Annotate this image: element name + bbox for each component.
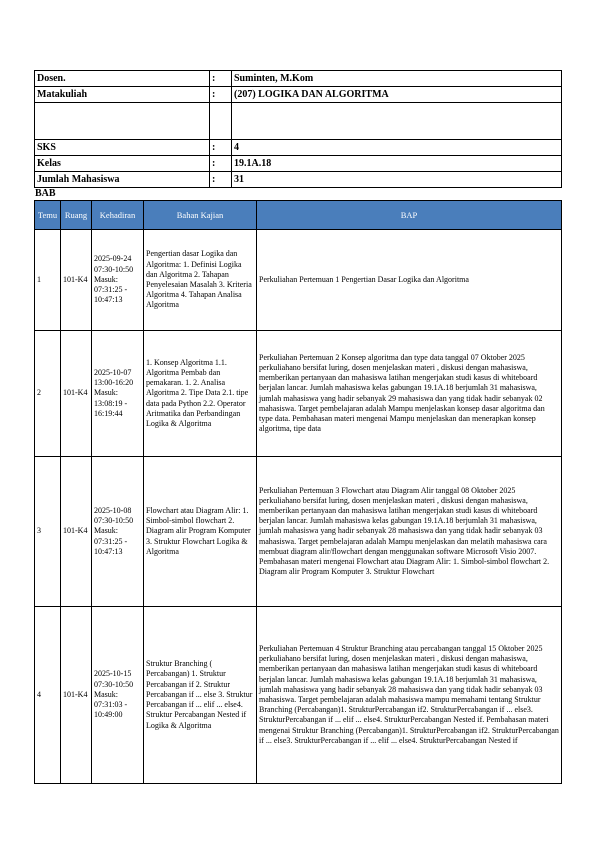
cell-ruang: 101-K4: [61, 457, 92, 607]
info-value: Suminten, M.Kom: [232, 71, 562, 87]
cell-bap: Perkuliahan Pertemuan 1 Pengertian Dasar Logika dan Algoritma: [257, 230, 562, 331]
table-row: [35, 607, 562, 784]
cell-ruang: 101-K4: [61, 331, 92, 457]
cell-temu: 3: [35, 457, 61, 607]
info-row-blank: [35, 103, 562, 140]
cell-temu: 2: [35, 331, 61, 457]
cell-bahan-kajian: Struktur Branching ( Percabangan) 1. Struktur Percabangan if 2. Struktur Percabangan if ... else 3. Struktur Percabangan if ... elif ... else4. Struktur Percabangan Nested if Logika & Algoritma: [144, 607, 257, 784]
info-separator: [210, 103, 232, 140]
bap-table: [34, 200, 562, 784]
course-info-table: [34, 70, 562, 188]
cell-bahan-kajian: 1. Konsep Algoritma 1.1. Algoritma Pembab dan pemakaran. 1. 2. Analisa Algoritma 2. Tipe Data 2.1. tipe data pada Python 2.2. Operator Aritmatika dan Perbandingan Logika & Algoritma: [144, 331, 257, 457]
info-separator: :: [210, 87, 232, 103]
cell-bap: Perkuliahan Pertemuan 4 Struktur Branching atau percabangan tanggal 15 Oktober 2025 perkuliahano bersifat luring, dosen menjelaskan materi , diskusi dengan mahasiswa, memberikan pertanyaan dan mahasiswa latihan mengerjakan studi kasus di whiteboard berjalan lancar. Jumlah mahasiswa kelas gabungan 19.1A.18 berjumlah 31 mahasiswa, jumlah mahasiswa yang hadir sebanyak 28 mahasiswa dan yang tidak hadir sebanyak 03 mahasiswa. Target pembelajaran adalah mahasiswa mampu memahami tentang Struktur Branching (Percabangan)1. StrukturPercabangan if2. StrukturPercabangan if ... else3. StrukturPercabangan if ... elif ... else4. StrukturPercabangan Nested if. Pembahasan materi mengenai Struktur Branching (Percabangan)1. StrukturPercabangan if2. StrukturPercabangan if ... else3. StrukturPercabangan if ... elif ... else4. StrukturPercabangan Nested if: [257, 607, 562, 784]
info-row-matakuliah: [35, 87, 562, 103]
info-value: 4: [232, 140, 562, 156]
info-label: Kelas: [35, 156, 210, 172]
header-bahan-kajian: Bahan Kajian: [144, 201, 257, 230]
header-bap: BAP: [257, 201, 562, 230]
cell-bap: Perkuliahan Pertemuan 3 Flowchart atau Diagram Alir tanggal 08 Oktober 2025 perkuliahano bersifat luring, dosen menjelaskan materi , diskusi dengan mahasiswa, memberikan pertanyaan dan mahasiswa latihan mengerjakan studi kasus di whiteboard berjalan lancar. Jumlah mahasiswa kelas gabungan 19.1A.18 berjumlah 31 mahasiswa, jumlah mahasiswa yang hadir sebanyak 28 mahasiswa dan yang tidak hadir sebanyak 03 mahasiswa. Target pembelajaran adalah Mampu menjelaskan dan melatih mahasiswa cara membuat diagram alir/flowchart dengan menggunakan software Microsoft Visio 2007. Pembahasan materi mengenai Flowchart atau Diagram Alir: 1. Simbol-simbol flowchart 2. Diagram alir Program Komputer 3. Struktur Flowchart: [257, 457, 562, 607]
info-row-dosen: [35, 71, 562, 87]
info-value: 19.1A.18: [232, 156, 562, 172]
info-separator: :: [210, 156, 232, 172]
cell-kehadiran: 2025-10-15 07:30-10:50 Masuk: 07:31:03 - 10:49:00: [92, 607, 144, 784]
bab-heading: BAB: [35, 188, 56, 199]
info-value: (207) LOGIKA DAN ALGORITMA: [232, 87, 562, 103]
info-value: [232, 103, 562, 140]
info-row-sks: [35, 140, 562, 156]
info-label: Jumlah Mahasiswa: [35, 172, 210, 188]
cell-bahan-kajian: Pengertian dasar Logika dan Algoritma: 1. Definisi Logika dan Algoritma 2. Tahapan Penyelesaian Masalah 3. Kriteria Algoritma 4. Tahapan Analisa Algoritma: [144, 230, 257, 331]
header-kehadiran: Kehadiran: [92, 201, 144, 230]
info-separator: :: [210, 140, 232, 156]
cell-kehadiran: 2025-10-07 13:00-16:20 Masuk: 13:08:19 - 16:19:44: [92, 331, 144, 457]
info-value: 31: [232, 172, 562, 188]
header-ruang: Ruang: [61, 201, 92, 230]
table-row: [35, 331, 562, 457]
cell-kehadiran: 2025-09-24 07:30-10:50 Masuk: 07:31:25 - 10:47:13: [92, 230, 144, 331]
cell-temu: 4: [35, 607, 61, 784]
info-separator: :: [210, 172, 232, 188]
cell-temu: 1: [35, 230, 61, 331]
info-label: SKS: [35, 140, 210, 156]
header-temu: Temu: [35, 201, 61, 230]
table-row: [35, 230, 562, 331]
cell-bahan-kajian: Flowchart atau Diagram Alir: 1. Simbol-simbol flowchart 2. Diagram alir Program Komputer 3. Struktur Flowchart Logika & Algoritma: [144, 457, 257, 607]
cell-bap: Perkuliahan Pertemuan 2 Konsep algoritma dan type data tanggal 07 Oktober 2025 perkuliahano bersifat luring, dosen menjelaskan materi , diskusi dengan mahasiswa, memberikan pertanyaan dan mahasiswa latihan mengerjakan studi kasus di whiteboard berjalan lancar. Jumlah mahasiswa kelas gabungan 19.1A.18 berjumlah 31 mahasiswa, jumlah mahasiswa yang hadir sebanyak 29 mahasiswa dan yang tidak hadir sebanyak 02 mahasiswa. Target pembelajaran adalah Mampu menjelaskan konsep dasar algoritma dan type data. Pembahasan materi mengenai Mampu menjelaskan dan menerapkan konsep algoritma, tipe data: [257, 331, 562, 457]
info-label: [35, 103, 210, 140]
bap-table-header: [35, 201, 562, 230]
info-row-kelas: [35, 156, 562, 172]
info-label: Dosen.: [35, 71, 210, 87]
info-row-jumlah-mahasiswa: [35, 172, 562, 188]
cell-ruang: 101-K4: [61, 230, 92, 331]
cell-ruang: 101-K4: [61, 607, 92, 784]
cell-kehadiran: 2025-10-08 07:30-10:50 Masuk: 07:31:25 - 10:47:13: [92, 457, 144, 607]
document-page: [34, 70, 561, 784]
table-row: [35, 457, 562, 607]
info-label: Matakuliah: [35, 87, 210, 103]
info-separator: :: [210, 71, 232, 87]
